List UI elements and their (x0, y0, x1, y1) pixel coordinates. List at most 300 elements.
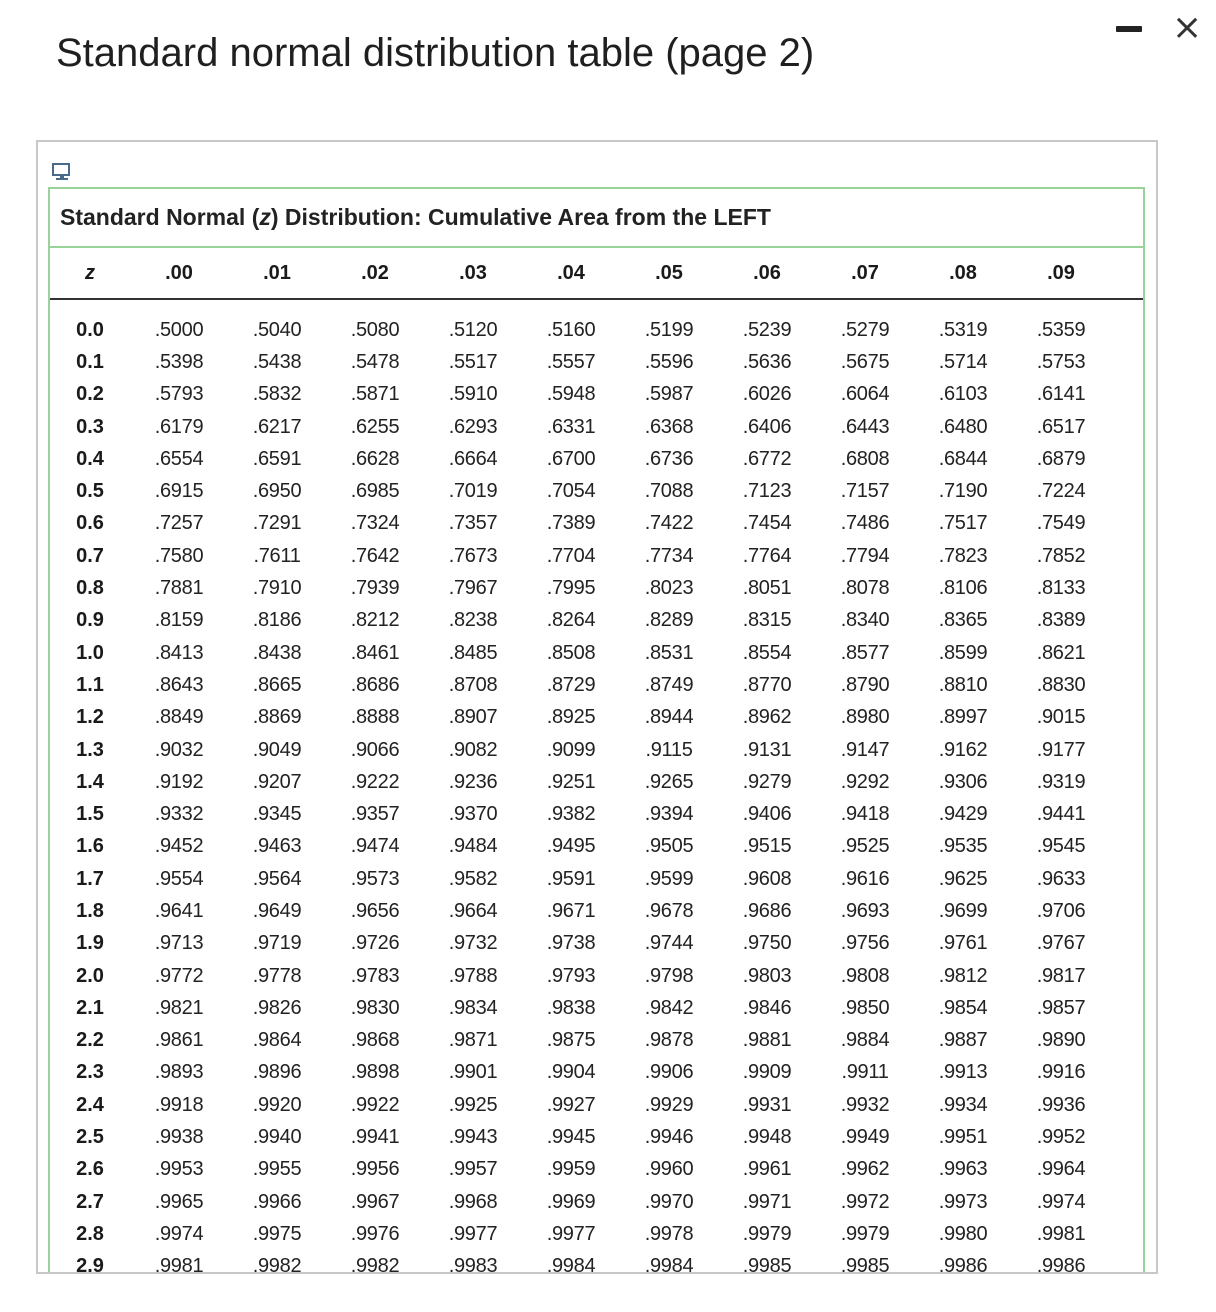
table-cell: .9452 (154, 835, 204, 858)
table-cell: .7642 (350, 544, 400, 567)
table-cell: .9306 (938, 770, 988, 793)
table-cell: .9678 (644, 899, 694, 922)
table-cell: .9207 (252, 770, 302, 793)
table-cell: .9131 (742, 738, 792, 761)
table-cell: .9525 (840, 835, 890, 858)
table-cell: .9927 (546, 1093, 596, 1116)
table-cell: .5675 (840, 350, 890, 373)
table-cell: .8577 (840, 641, 890, 664)
table-cell: .7852 (1036, 544, 1086, 567)
table-cell: .8485 (448, 641, 498, 664)
header-z: z (85, 261, 95, 284)
row-z-value: 1.2 (76, 706, 104, 729)
table-cell: .9192 (154, 770, 204, 793)
table-cell: .9965 (154, 1190, 204, 1213)
table-cell: .5199 (644, 318, 694, 341)
table-cell: .8315 (742, 609, 792, 632)
table-cell: .5160 (546, 318, 596, 341)
table-cell: .9177 (1036, 738, 1086, 761)
table-cell: .6179 (154, 415, 204, 438)
table-cell: .9979 (742, 1222, 792, 1245)
table-cell: .8340 (840, 609, 890, 632)
header-col: .00 (165, 261, 193, 284)
table-cell: .5120 (448, 318, 498, 341)
table-cell: .9906 (644, 1061, 694, 1084)
table-cell: .9656 (350, 899, 400, 922)
table-cell: .9564 (252, 867, 302, 890)
table-cell: .5478 (350, 350, 400, 373)
table-row (50, 992, 1143, 1024)
table-row (50, 702, 1143, 734)
table-cell: .9957 (448, 1158, 498, 1181)
table-cell: .8289 (644, 609, 694, 632)
table-cell: .8106 (938, 577, 988, 600)
table-cell: .9977 (546, 1222, 596, 1245)
table-cell: .8907 (448, 706, 498, 729)
table-cell: .9962 (840, 1158, 890, 1181)
table-cell: .9599 (644, 867, 694, 890)
row-z-value: 1.8 (76, 899, 104, 922)
table-cell: .9890 (1036, 1029, 1086, 1052)
table-cell: .8729 (546, 673, 596, 696)
row-z-value: 0.3 (76, 415, 104, 438)
table-cell: .9732 (448, 932, 498, 955)
table-cell: .8413 (154, 641, 204, 664)
table-row (50, 540, 1143, 572)
table-row (50, 1025, 1143, 1057)
table-cell: .7422 (644, 512, 694, 535)
table-cell: .9015 (1036, 706, 1086, 729)
table-cell: .9971 (742, 1190, 792, 1213)
table-cell: .8531 (644, 641, 694, 664)
table-cell: .9887 (938, 1029, 988, 1052)
table-cell: .8133 (1036, 577, 1086, 600)
table-cell: .8554 (742, 641, 792, 664)
table-cell: .9838 (546, 996, 596, 1019)
table-cell: .9977 (448, 1222, 498, 1245)
table-cell: .6064 (840, 383, 890, 406)
table-cell: .7088 (644, 480, 694, 503)
row-z-value: 1.3 (76, 738, 104, 761)
table-cell: .7123 (742, 480, 792, 503)
table-cell: .7967 (448, 577, 498, 600)
row-z-value: 2.7 (76, 1190, 104, 1213)
table-cell: .9332 (154, 803, 204, 826)
table-cell: .8238 (448, 609, 498, 632)
table-cell: .9970 (644, 1190, 694, 1213)
table-cell: .9985 (840, 1255, 890, 1274)
table-cell: .9608 (742, 867, 792, 890)
table-cell: .9767 (1036, 932, 1086, 955)
table-cell: .9920 (252, 1093, 302, 1116)
table-cell: .7517 (938, 512, 988, 535)
table-row (50, 895, 1143, 927)
table-cell: .6772 (742, 447, 792, 470)
row-z-value: 2.8 (76, 1222, 104, 1245)
table-cell: .6554 (154, 447, 204, 470)
table-cell: .9115 (645, 738, 693, 761)
table-row (50, 572, 1143, 604)
table-cell: .9884 (840, 1029, 890, 1052)
table-cell: .9960 (644, 1158, 694, 1181)
table-cell: .9898 (350, 1061, 400, 1084)
header-col: .01 (263, 261, 291, 284)
table-cell: .9984 (546, 1255, 596, 1274)
table-cell: .9922 (350, 1093, 400, 1116)
table-cell: .9929 (644, 1093, 694, 1116)
table-cell: .9484 (448, 835, 498, 858)
table-cell: .9582 (448, 867, 498, 890)
table-cell: .8365 (938, 609, 988, 632)
table-cell: .9953 (154, 1158, 204, 1181)
table-cell: .9969 (546, 1190, 596, 1213)
table-cell: .9925 (448, 1093, 498, 1116)
table-caption: Standard Normal (z) Distribution: Cumulative Area from the LEFT (50, 189, 1143, 248)
table-cell: .9985 (742, 1255, 792, 1274)
table-cell: .5714 (938, 350, 988, 373)
table-cell: .9972 (840, 1190, 890, 1213)
header-col: .05 (655, 261, 683, 284)
table-cell: .9904 (546, 1061, 596, 1084)
table-cell: .8643 (154, 673, 204, 696)
table-cell: .6517 (1036, 415, 1086, 438)
table-cell: .9418 (840, 803, 890, 826)
row-z-value: 1.9 (76, 932, 104, 955)
table-cell: .9641 (154, 899, 204, 922)
table-cell: .7580 (154, 544, 204, 567)
table-cell: .9967 (350, 1190, 400, 1213)
table-cell: .9871 (448, 1029, 498, 1052)
table-cell: .9706 (1036, 899, 1086, 922)
table-cell: .8665 (252, 673, 302, 696)
table-cell: .9699 (938, 899, 988, 922)
table-cell: .6368 (644, 415, 694, 438)
table-cell: .9382 (546, 803, 596, 826)
table-row (50, 508, 1143, 540)
table-cell: .7823 (938, 544, 988, 567)
table-cell: .9868 (350, 1029, 400, 1052)
table-row (50, 1218, 1143, 1250)
table-cell: .9943 (448, 1126, 498, 1149)
table-cell: .9633 (1036, 867, 1086, 890)
table-cell: .9686 (742, 899, 792, 922)
row-z-value: 2.6 (76, 1158, 104, 1181)
table-cell: .9968 (448, 1190, 498, 1213)
table-cell: .9982 (252, 1255, 302, 1274)
table-cell: .9850 (840, 996, 890, 1019)
table-cell: .7291 (252, 512, 302, 535)
table-cell: .8790 (840, 673, 890, 696)
table-cell: .9952 (1036, 1126, 1086, 1149)
table-cell: .6664 (448, 447, 498, 470)
table-cell: .9474 (350, 835, 400, 858)
table-cell: .5000 (154, 318, 204, 341)
header-col: .08 (949, 261, 977, 284)
table-cell: .9911 (841, 1061, 889, 1084)
table-cell: .9049 (252, 738, 302, 761)
table-row (50, 1154, 1143, 1186)
row-z-value: 2.3 (76, 1061, 104, 1084)
table-cell: .7673 (448, 544, 498, 567)
table-cell: .9913 (938, 1061, 988, 1084)
table-row (50, 411, 1143, 443)
row-z-value: 1.1 (76, 673, 104, 696)
table-row (50, 1251, 1143, 1274)
table-cell: .9956 (350, 1158, 400, 1181)
table-cell: .9236 (448, 770, 498, 793)
table-cell: .6141 (1036, 383, 1086, 406)
row-z-value: 2.1 (76, 996, 104, 1019)
table-cell: .8708 (448, 673, 498, 696)
table-cell: .9974 (154, 1222, 204, 1245)
table-cell: .9986 (1036, 1255, 1086, 1274)
table-cell: .6443 (840, 415, 890, 438)
table-cell: .8438 (252, 641, 302, 664)
table-cell: .8508 (546, 641, 596, 664)
header-col: .09 (1047, 261, 1075, 284)
table-cell: .9842 (644, 996, 694, 1019)
table-cell: .8925 (546, 706, 596, 729)
table-cell: .9948 (742, 1126, 792, 1149)
table-cell: .9515 (742, 835, 792, 858)
table-cell: .6844 (938, 447, 988, 470)
row-z-value: 1.4 (76, 770, 104, 793)
table-cell: .9495 (546, 835, 596, 858)
table-cell: .9162 (938, 738, 988, 761)
table-cell: .9573 (350, 867, 400, 890)
table-cell: .9963 (938, 1158, 988, 1181)
table-cell: .9664 (448, 899, 498, 922)
table-cell: .7611 (253, 544, 301, 567)
table-cell: .9901 (448, 1061, 498, 1084)
table-cell: .9945 (546, 1126, 596, 1149)
table-cell: .7324 (350, 512, 400, 535)
table-cell: .5398 (154, 350, 204, 373)
table-row (50, 475, 1143, 507)
table-cell: .7389 (546, 512, 596, 535)
table-cell: .5948 (546, 383, 596, 406)
table-cell: .5793 (154, 383, 204, 406)
table-cell: .6915 (154, 480, 204, 503)
table-cell: .8023 (644, 577, 694, 600)
table-cell: .9671 (546, 899, 596, 922)
table-cell: .9934 (938, 1093, 988, 1116)
table-cell: .7764 (742, 544, 792, 567)
table-cell: .8621 (1036, 641, 1086, 664)
table-cell: .9778 (252, 964, 302, 987)
table-cell: .9591 (546, 867, 596, 890)
table-cell: .6103 (938, 383, 988, 406)
table-cell: .8749 (644, 673, 694, 696)
table-cell: .9505 (644, 835, 694, 858)
table-cell: .6255 (350, 415, 400, 438)
table-cell: .9147 (840, 738, 890, 761)
table-cell: .9830 (350, 996, 400, 1019)
table-cell: .9979 (840, 1222, 890, 1245)
row-z-value: 0.7 (76, 544, 104, 567)
table-cell: .9966 (252, 1190, 302, 1213)
table-cell: .7939 (350, 577, 400, 600)
table-cell: .9881 (742, 1029, 792, 1052)
row-z-value: 0.0 (76, 318, 104, 341)
table-cell: .9893 (154, 1061, 204, 1084)
table-cell: .5636 (742, 350, 792, 373)
row-z-value: 2.0 (76, 964, 104, 987)
table-cell: .5753 (1036, 350, 1086, 373)
table-row (50, 669, 1143, 701)
row-z-value: 1.5 (76, 803, 104, 826)
table-cell: .7704 (546, 544, 596, 567)
table-cell: .8159 (154, 609, 204, 632)
row-z-value: 1.6 (76, 835, 104, 858)
table-row (50, 766, 1143, 798)
window-controls (1106, 8, 1216, 48)
table-cell: .9817 (1036, 964, 1086, 987)
table-cell: .9826 (252, 996, 302, 1019)
table-cell: .9981 (1036, 1222, 1086, 1245)
table-cell: .7190 (938, 480, 988, 503)
table-cell: .8830 (1036, 673, 1086, 696)
table-cell: .8997 (938, 706, 988, 729)
table-cell: .9812 (938, 964, 988, 987)
table-row (50, 314, 1143, 346)
table-cell: .9082 (448, 738, 498, 761)
minimize-icon[interactable] (1116, 26, 1142, 32)
table-cell: .9798 (644, 964, 694, 987)
table-cell: .9793 (546, 964, 596, 987)
table-row (50, 798, 1143, 830)
table-cell: .9744 (644, 932, 694, 955)
table-cell: .5319 (938, 318, 988, 341)
table-cell: .9938 (154, 1126, 204, 1149)
table-cell: .5040 (252, 318, 302, 341)
table-cell: .6808 (840, 447, 890, 470)
table-cell: .6406 (742, 415, 792, 438)
table-cell: .9949 (840, 1126, 890, 1149)
table-cell: .6331 (546, 415, 596, 438)
table-cell: .9693 (840, 899, 890, 922)
header-col: .06 (753, 261, 781, 284)
table-cell: .9964 (1036, 1158, 1086, 1181)
table-cell: .9918 (154, 1093, 204, 1116)
table-cell: .9222 (350, 770, 400, 793)
table-cell: .9788 (448, 964, 498, 987)
table-cell: .9738 (546, 932, 596, 955)
table-cell: .9761 (938, 932, 988, 955)
table-row (50, 1057, 1143, 1089)
table-cell: .9713 (154, 932, 204, 955)
table-row (50, 346, 1143, 378)
image-icon[interactable] (52, 162, 74, 182)
table-cell: .9984 (644, 1255, 694, 1274)
table-cell: .5359 (1036, 318, 1086, 341)
row-z-value: 0.2 (76, 383, 104, 406)
table-cell: .9978 (644, 1222, 694, 1245)
table-cell: .7357 (448, 512, 498, 535)
table-cell: .9463 (252, 835, 302, 858)
table-cell: .9756 (840, 932, 890, 955)
table-cell: .6736 (644, 447, 694, 470)
table-cell: .8389 (1036, 609, 1086, 632)
table-cell: .8186 (252, 609, 302, 632)
table-cell: .6950 (252, 480, 302, 503)
table-cell: .9946 (644, 1126, 694, 1149)
row-z-value: 0.9 (76, 609, 104, 632)
table-cell: .9854 (938, 996, 988, 1019)
table-row (50, 379, 1143, 411)
row-z-value: 0.5 (76, 480, 104, 503)
table-row (50, 1121, 1143, 1153)
table-cell: .7454 (742, 512, 792, 535)
table-cell: .9973 (938, 1190, 988, 1213)
row-z-value: 0.1 (76, 350, 104, 373)
table-cell: .9864 (252, 1029, 302, 1052)
table-row (50, 734, 1143, 766)
table-cell: .9554 (154, 867, 204, 890)
table-cell: .7486 (840, 512, 890, 535)
table-row (50, 928, 1143, 960)
table-cell: .9441 (1036, 803, 1086, 826)
header-col: .03 (459, 261, 487, 284)
table-cell: .9279 (742, 770, 792, 793)
table-cell: .9625 (938, 867, 988, 890)
table-cell: .8770 (742, 673, 792, 696)
table-cell: .9066 (350, 738, 400, 761)
table-cell: .7995 (546, 577, 596, 600)
table-cell: .9616 (840, 867, 890, 890)
table-cell: .7910 (252, 577, 302, 600)
header-col: .04 (557, 261, 585, 284)
table-cell: .9959 (546, 1158, 596, 1181)
table-cell: .9986 (938, 1255, 988, 1274)
table-cell: .9750 (742, 932, 792, 955)
table-cell: .9394 (644, 803, 694, 826)
table-cell: .5871 (350, 383, 400, 406)
table-cell: .8051 (742, 577, 792, 600)
table-cell: .8078 (840, 577, 890, 600)
table-cell: .8212 (350, 609, 400, 632)
table-cell: .6628 (350, 447, 400, 470)
table-cell: .8264 (546, 609, 596, 632)
table-cell: .7734 (644, 544, 694, 567)
row-z-value: 2.2 (76, 1029, 104, 1052)
table-row (50, 1186, 1143, 1218)
table-cell: .7881 (154, 577, 204, 600)
table-row (50, 443, 1143, 475)
table-image-frame (36, 140, 1158, 1274)
z-table (48, 187, 1145, 1274)
table-cell: .7157 (840, 480, 890, 503)
table-cell: .5910 (448, 383, 498, 406)
table-cell: .9319 (1036, 770, 1086, 793)
table-cell: .8849 (154, 706, 204, 729)
table-cell: .9951 (938, 1126, 988, 1149)
table-cell: .9976 (350, 1222, 400, 1245)
table-cell: .9406 (742, 803, 792, 826)
table-cell: .9726 (350, 932, 400, 955)
row-z-value: 1.7 (76, 867, 104, 890)
row-z-value: 2.5 (76, 1126, 104, 1149)
close-icon[interactable]: × (1172, 7, 1203, 48)
table-cell: .8980 (840, 706, 890, 729)
row-z-value: 2.4 (76, 1093, 104, 1116)
table-cell: .7224 (1036, 480, 1086, 503)
table-cell: .9783 (350, 964, 400, 987)
table-cell: .9974 (1036, 1190, 1086, 1213)
table-cell: .9265 (644, 770, 694, 793)
header-col: .07 (851, 261, 879, 284)
table-cell: .9292 (840, 770, 890, 793)
